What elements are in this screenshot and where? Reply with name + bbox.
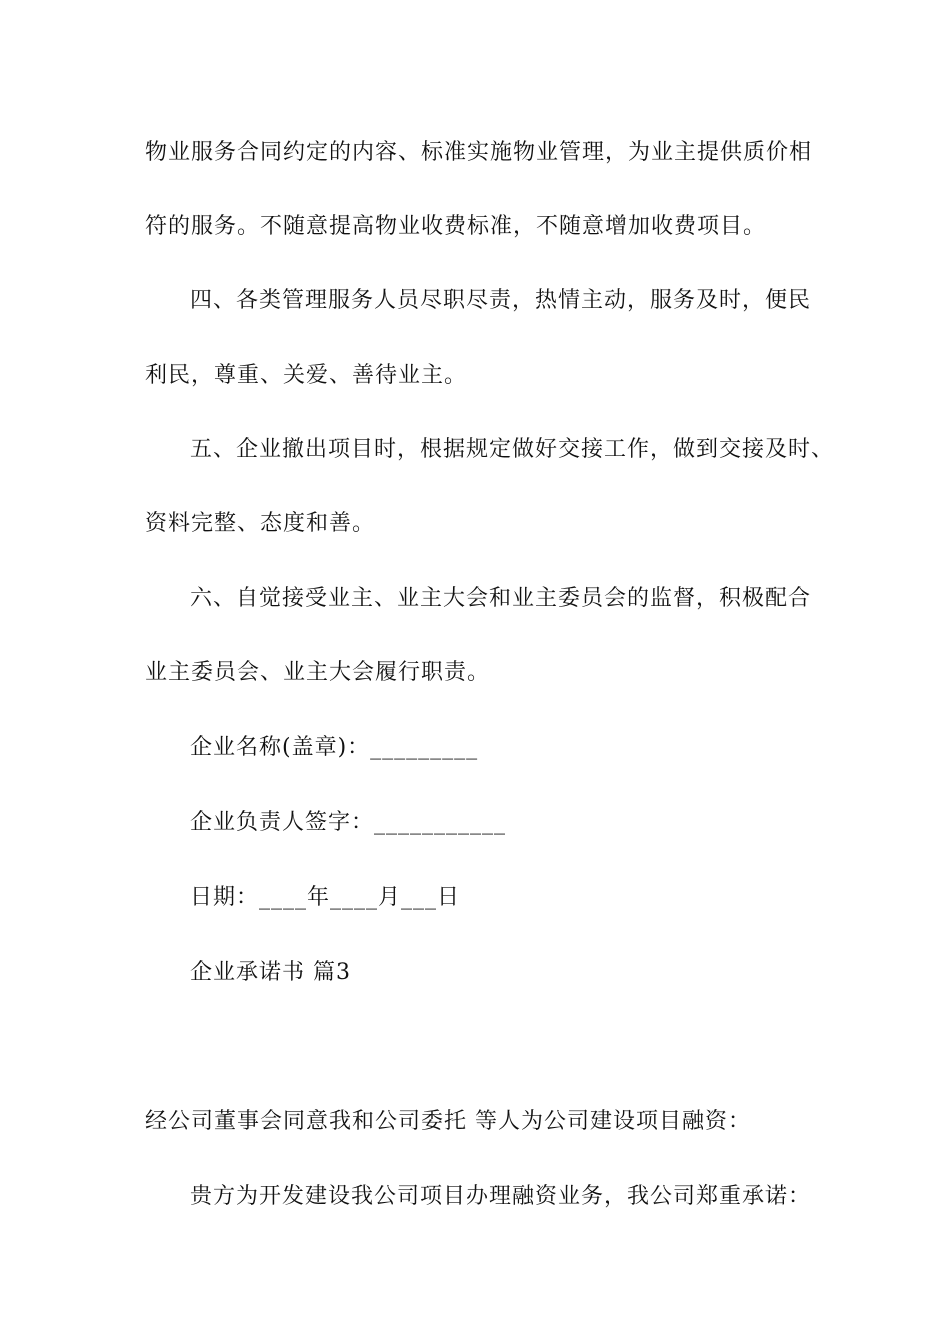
company-name-field: 企业名称(盖章)：_________ (190, 735, 479, 760)
paragraph-line: 五、企业撤出项目时，根据规定做好交接工作，做到交接及时、 (190, 437, 835, 462)
paragraph-line: 物业服务合同约定的内容、标准实施物业管理，为业主提供质价相 (145, 140, 813, 165)
paragraph-line: 四、各类管理服务人员尽职尽责，热情主动，服务及时，便民 (190, 288, 812, 313)
leader-signature-field: 企业负责人签字：___________ (190, 810, 507, 835)
paragraph-line: 经公司董事会同意我和公司委托 等人为公司建设项目融资： (145, 1109, 751, 1134)
paragraph-line: 资料完整、态度和善。 (145, 511, 376, 536)
date-field: 日期：____年____月___日 (190, 885, 461, 910)
paragraph-line: 符的服务。不随意提高物业收费标准，不随意增加收费项目。 (145, 214, 767, 239)
paragraph-line: 贵方为开发建设我公司项目办理融资业务，我公司郑重承诺： (190, 1184, 812, 1209)
paragraph-line: 六、自觉接受业主、业主大会和业主委员会的监督，积极配合 (190, 586, 812, 611)
paragraph-line: 业主委员会、业主大会履行职责。 (145, 660, 491, 685)
section-title: 企业承诺书 篇3 (190, 960, 351, 985)
paragraph-line: 利民，尊重、关爱、善待业主。 (145, 363, 468, 388)
